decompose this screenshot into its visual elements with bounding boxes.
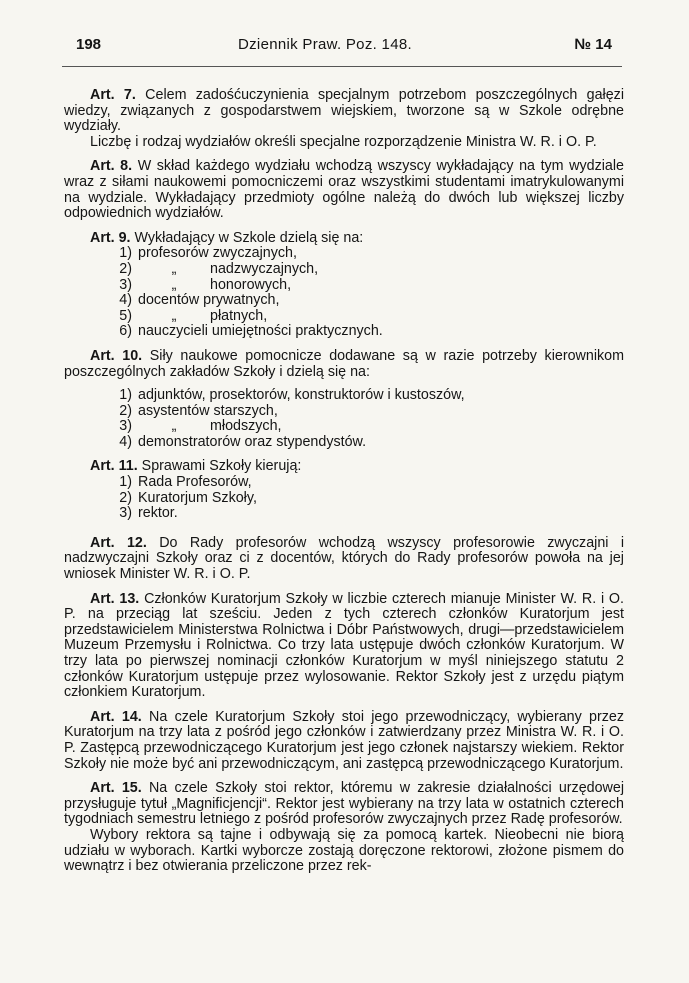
art11-label: Art. 11. [90, 458, 138, 475]
list-item: 2) asystentów starszych, [119, 402, 278, 419]
art12-text: Do Rady profesorów wchodzą wszyscy profesorowie zwyczajni i nadzwyczajni Szkoły oraz ci z docentów, których do Rady profesorów powoła na jej wniosek Minister W. R. i O. P. [64, 534, 624, 583]
art15-text: Na czele Szkoły stoi rektor, któremu w zakresie działalności urzędowej przysługuje tytuł „Magnificjencji“. Rektor jest wybierany na trzy lata w ostatnich czterech tygodniach semestru letniego z pośród profesorów zwyczajnych przez Radę profesorów. [64, 780, 625, 828]
list-item: 3) „ honorowych, [119, 276, 292, 293]
list-item: 3) rektor. [119, 505, 178, 522]
list-item: 4) docentów prywatnych, [119, 292, 280, 309]
art13-paragraph [64, 592, 624, 701]
list-item: 5) „ płatnych, [119, 307, 268, 324]
art15-paragraph [64, 781, 624, 828]
list-item: 1) adjunktów, prosektorów, konstruktorów i kustoszów, [119, 387, 465, 404]
art9-paragraph [64, 231, 624, 247]
art7-label: Art. 7. [90, 87, 136, 103]
art12-paragraph [64, 536, 624, 583]
list-item: 1) profesorów zwyczajnych, [119, 245, 297, 262]
art9-intro: Wykładający w Szkole dzielą się na: [134, 229, 364, 246]
list-item: 3) „ młodszych, [119, 418, 282, 435]
art10-paragraph [64, 349, 624, 380]
art14-text: Na czele Kuratorjum Szkoły stoi jego przewodniczący, wybierany przez Kuratorjum na trzy lata z pośród jego członków i zatwierdzany przez Ministra W. R. i O. P. Zastępcą przewodniczącego Kuratorjum jest jego członek najstarszy wiekiem. Rektor Szkoły nie może być ani przewodniczącym, ani zastępcą przewodniczącego Kuratorjum. [64, 708, 625, 772]
issue-number: № 14 [574, 36, 612, 53]
art14-paragraph [64, 710, 624, 772]
header-rule [62, 66, 622, 67]
list-item: 6) nauczycieli umiejętności praktycznych. [119, 323, 383, 340]
art7-paragraph [64, 88, 624, 135]
art15-paragraph-2: Wybory rektora są tajne i odbywają się za pomocą kartek. Nieobecni nie biorą udziału w wyborach. Kartki wyborcze zostają doręczone rektorowi, złożone pismem do wewnątrz i bez otwierania przeliczone przez rek- [64, 826, 624, 875]
art8-paragraph [64, 159, 624, 221]
art11-list [64, 475, 624, 522]
list-item: 2) Kuratorjum Szkoły, [119, 489, 257, 506]
list-item: 4) demonstratorów oraz stypendystów. [119, 433, 367, 450]
art11-intro: Sprawami Szkoły kierują: [141, 458, 302, 475]
art7-paragraph-2: Liczbę i rodzaj wydziałów określi specjalne rozporządzenie Ministra W. R. i O. P. [90, 133, 597, 150]
page-header [76, 34, 612, 56]
art7-text: Celem zadośćuczynienia specjalnym potrzebom poszczególnych gałęzi wiedzy, związanych z gospodarstwem wiejskiem, tworzone są w Szkole odrębne wydziały. [64, 87, 624, 135]
list-item: 1) Rada Profesorów, [119, 474, 252, 491]
art11-paragraph [64, 459, 624, 475]
journal-title: Dziennik Praw. Poz. 148. [238, 36, 412, 53]
art8-text: W skład każdego wydziału wchodzą wszyscy wykładający na tym wydziale wraz z siłami naukowemi pomocniczemi oraz wszystkimi studentami imatrykulowanymi na wydziale. Wykładający przedmioty ogólne należą do dwóch lub większej liczby odpowiednich wydziałów. [64, 158, 624, 222]
list-item: 2) „ nadzwyczajnych, [119, 260, 319, 277]
art15-label: Art. 15. [90, 780, 142, 797]
page-number: 198 [76, 36, 102, 53]
art10-list [64, 388, 624, 450]
art10-intro: Siły naukowe pomocnicze dodawane są w razie potrzeby kierownikom poszczególnych zakładów Szkoły i dzielą się na: [64, 347, 625, 380]
art14-label: Art. 14. [90, 708, 142, 725]
art13-text: Członków Kuratorjum Szkoły w liczbie czterech mianuje Minister W. R. i O. P. na przeciąg lat sześciu. Jeden z tych czterech członków Kuratorjum jest przedstawicielem Ministerstwa Rolnictwa i Dóbr Państwowych, drugi—przedstawicielem Muzeum Przemysłu i Rolnictwa. Co trzy lata ustępuje dwóch członków Kuratorjum. W trzy lata po pierwszej nominacji członków Kuratorjum w myśl niniejszego statutu 2 członków Kuratorjum ustępuje przez wylosowanie. Rektor Szkoły jest z urzędu piątym członkiem Kuratorjum. [64, 590, 624, 701]
document-body [64, 88, 624, 875]
art9-list [64, 246, 624, 340]
art8-label: Art. 8. [90, 158, 133, 175]
art10-label: Art. 10. [90, 347, 143, 364]
art12-label: Art. 12. [90, 534, 147, 551]
art13-label: Art. 13. [90, 590, 140, 607]
art9-label: Art. 9. [90, 229, 131, 246]
